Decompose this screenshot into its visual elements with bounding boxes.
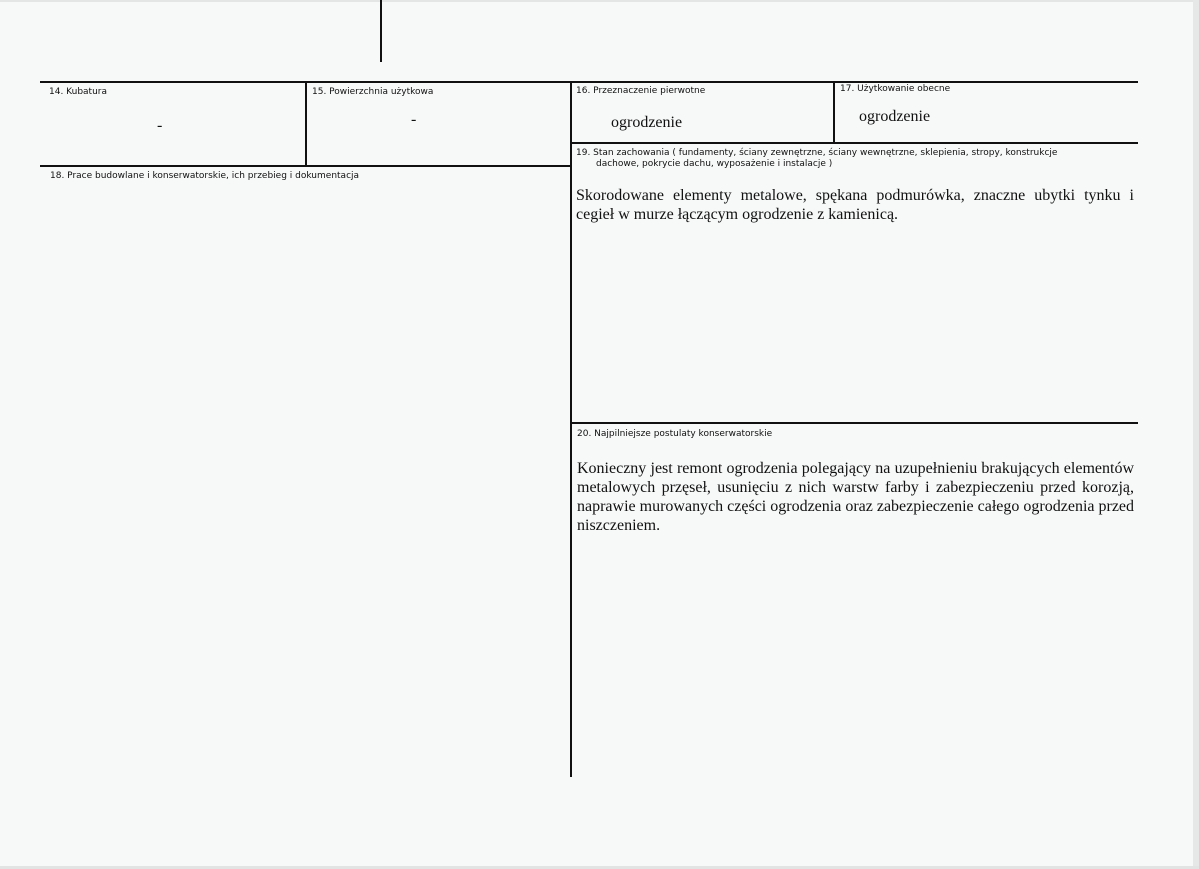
col-divider-16-17 — [833, 82, 835, 143]
scan-edge-top — [0, 0, 1199, 2]
field-15-value: - — [411, 111, 417, 128]
field-15-label: 15. Powierzchnia użytkowa — [312, 87, 434, 97]
field-19-label-line2: dachowe, pokrycie dachu, wyposażenie i instalacje ) — [596, 159, 833, 169]
right-row2-line — [571, 142, 1138, 144]
field-19-label-line1: 19. Stan zachowania ( fundamenty, ściany zewnętrzne, ściany wewnętrzne, sklepienia, stropy, konstrukcje — [576, 148, 1058, 158]
field-19-text: Skorodowane elementy metalowe, spękana podmurówka, znaczne ubytki tynku i cegieł w murze łączącym ogrodzenie z kamienicą. — [576, 187, 1134, 223]
left-row2-line — [40, 165, 571, 167]
right-row3-line — [571, 422, 1138, 424]
field-20-label: 20. Najpilniejsze postulaty konserwatorskie — [577, 429, 773, 439]
field-17-label: 17. Użytkowanie obecne — [840, 84, 951, 94]
main-column-divider — [570, 82, 572, 777]
scan-edge-right — [1193, 0, 1199, 869]
field-14-value: - — [157, 117, 163, 134]
field-17-value: ogrodzenie — [859, 108, 931, 125]
field-16-value: ogrodzenie — [611, 114, 683, 131]
field-14-label: 14. Kubatura — [49, 87, 108, 97]
row1-top-line — [40, 81, 1138, 83]
field-16-label: 16. Przeznaczenie pierwotne — [576, 86, 706, 96]
top-divider-line — [380, 0, 382, 62]
field-20-text: Konieczny jest remont ogrodzenia polegający na uzupełnieniu brakujących elementów metalowych przęseł, usunięciu z nich warstw farby i zabezpieczeniu przed korozją, naprawie murowanych części ogrodzenia oraz zabezpieczenie całego ogrodzenia przed niszczeniem. — [577, 460, 1135, 534]
field-18-label: 18. Prace budowlane i konserwatorskie, ich przebieg i dokumentacja — [50, 171, 360, 181]
col-divider-14-15 — [305, 82, 307, 166]
